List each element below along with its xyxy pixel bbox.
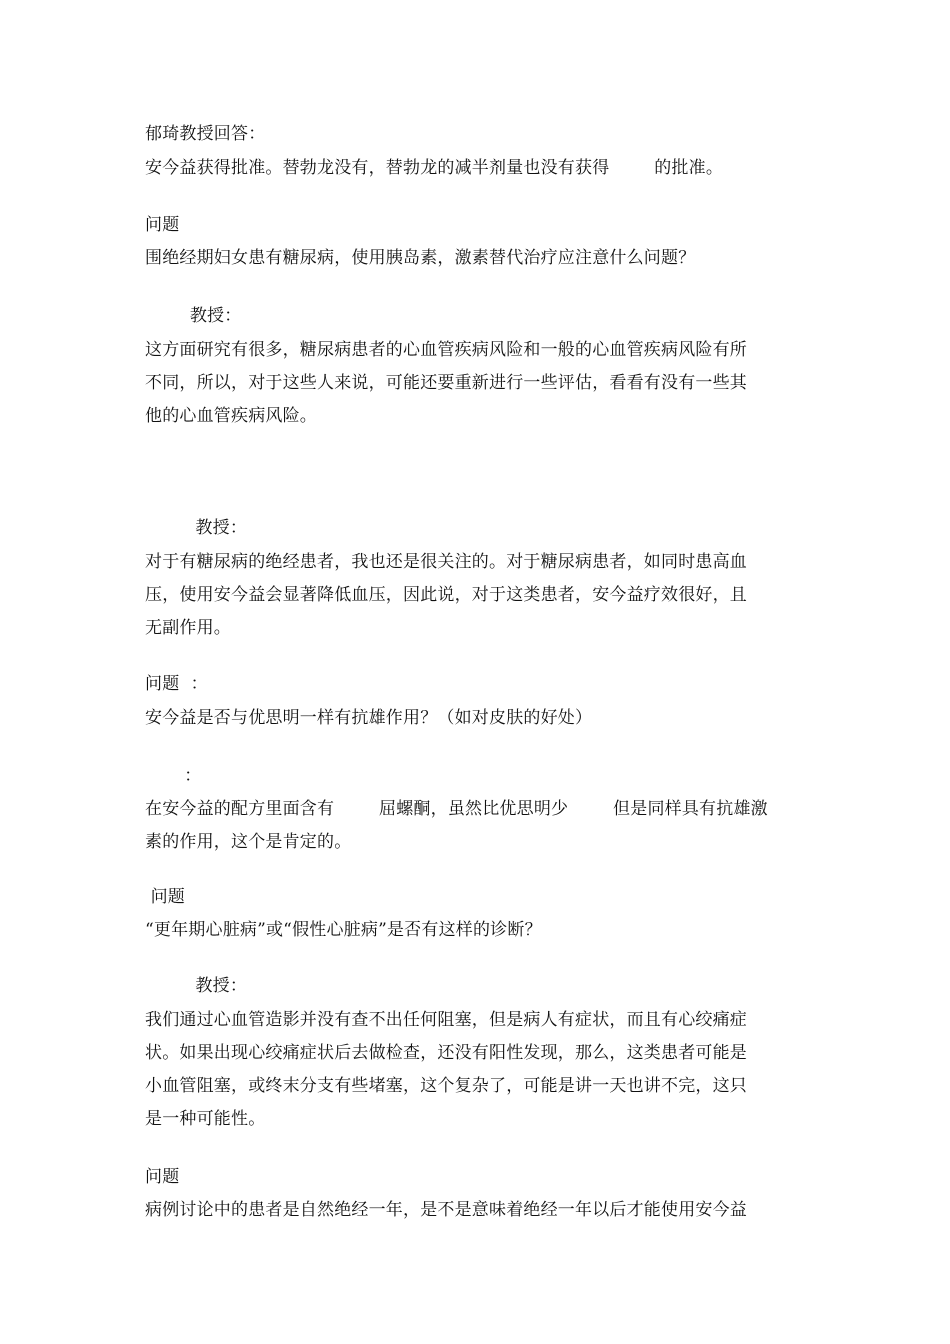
answer-heading: ： <box>145 766 202 786</box>
answer-text: 素的作用，这个是肯定的。 <box>145 832 352 852</box>
answer-heading: 教授： <box>145 976 248 996</box>
answer-heading: 郁琦教授回答： <box>145 124 266 144</box>
answer-text: 不同，所以，对于这些人来说，可能还要重新进行一些评估，看看有没有一些其 <box>145 373 747 393</box>
question-text: 安今益是否与优思明一样有抗雄作用？（如对皮肤的好处） <box>145 708 593 728</box>
question-label: 问题 <box>145 1167 180 1187</box>
question-label: 问题 <box>145 215 180 235</box>
answer-heading: 教授： <box>145 518 248 538</box>
answer-text: 状。如果出现心绞痛症状后去做检查，还没有阳性发现，那么，这类患者可能是 <box>145 1043 747 1063</box>
question-text: 病例讨论中的患者是自然绝经一年，是不是意味着绝经一年以后才能使用安今益 <box>145 1200 747 1220</box>
question-label: 问题 ： <box>145 674 208 694</box>
answer-text: 对于有糖尿病的绝经患者，我也还是很关注的。对于糖尿病患者，如同时患高血 <box>145 552 747 572</box>
answer-text: 我们通过心血管造影并没有查不出任何阻塞，但是病人有症状，而且有心绞痛症 <box>145 1010 747 1030</box>
question-text: 围绝经期妇女患有糖尿病，使用胰岛素，激素替代治疗应注意什么问题？ <box>145 248 696 268</box>
question-text: “更年期心脏病”或“假性心脏病”是否有这样的诊断？ <box>145 920 542 940</box>
answer-text: 这方面研究有很多，糖尿病患者的心血管疾病风险和一般的心血管疾病风险有所 <box>145 340 747 360</box>
answer-text: 是一种可能性。 <box>145 1109 266 1129</box>
answer-text: 压，使用安今益会显著降低血压，因此说，对于这类患者，安今益疗效很好，且 <box>145 585 747 605</box>
answer-text: 安今益获得批准。替勃龙没有，替勃龙的减半剂量也没有获得 的批准。 <box>145 158 724 178</box>
answer-text: 在安今益的配方里面含有 屈螺酮，虽然比优思明少 但是同样具有抗雄激 <box>145 799 768 819</box>
answer-text: 小血管阻塞，或终末分支有些堵塞，这个复杂了，可能是讲一天也讲不完，这只 <box>145 1076 747 1096</box>
answer-heading: 教授： <box>145 306 242 326</box>
answer-text: 他的心血管疾病风险。 <box>145 406 317 426</box>
answer-text: 无副作用。 <box>145 618 231 638</box>
question-label: 问题 <box>145 887 186 907</box>
